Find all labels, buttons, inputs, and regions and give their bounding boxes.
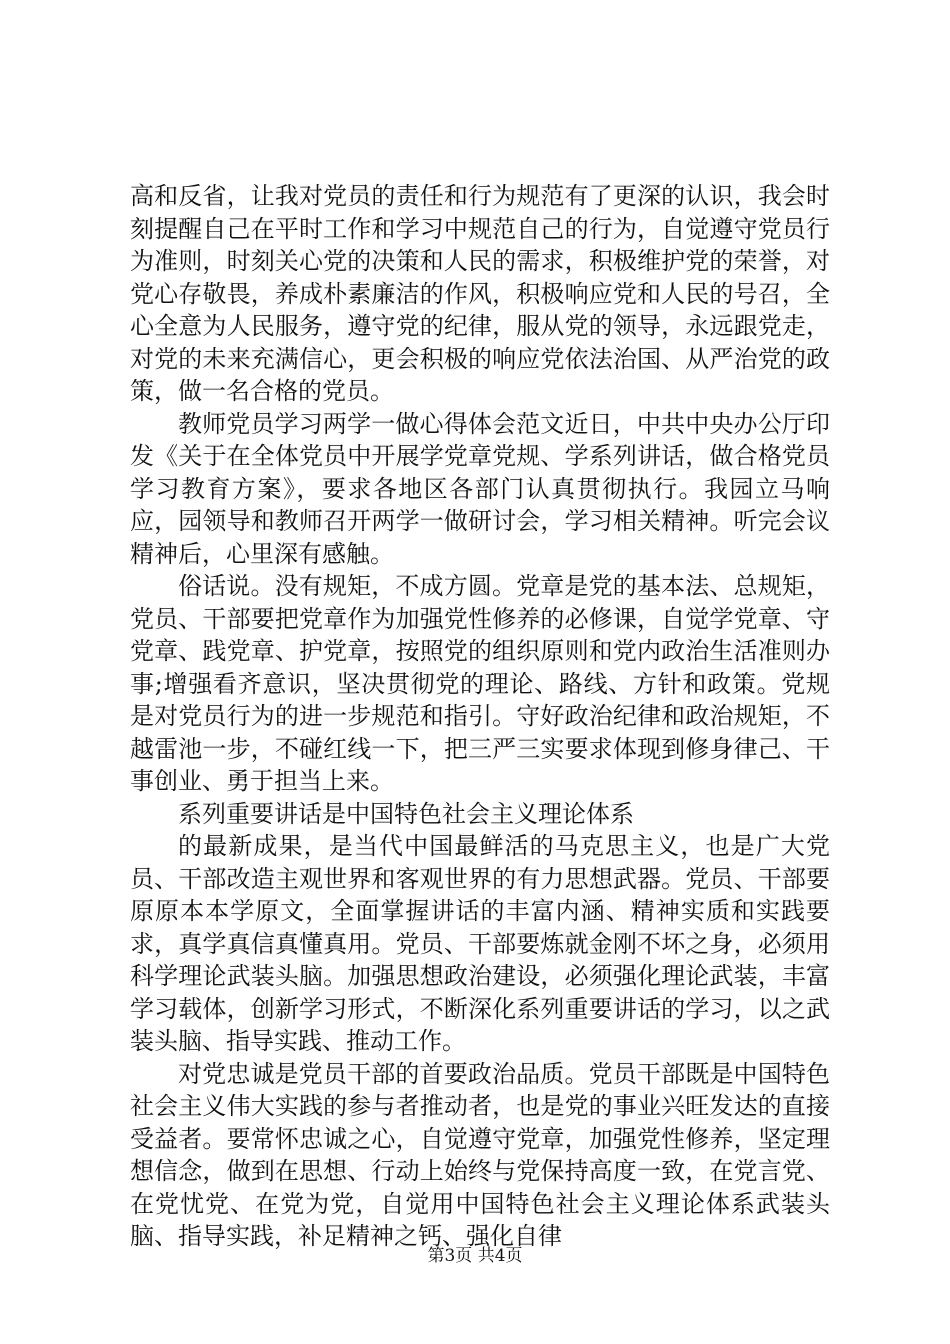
paragraph-speech-heading-line: 系列重要讲话是中国特色社会主义理论体系 [178,799,634,828]
paragraph-loyalty: 对党忠诚是党员干部的首要政治品质。党员干部既是中国特色社会主义伟大实践的参与者推动者，也是党的事业兴旺发达的直接受益者。要常怀忠诚之心，自觉遵守党章，加强党性修养，坚定理想信念，做到在思想、行动上始终与党保持高度一致，在党言党、在党忧党、在党为党，自觉用中国特色社会主义理论体系武装头脑、指导实践，补足精神之钙、强化自律 [130,1059,830,1250]
document-body [130,180,830,1253]
paragraph-party-rules: 俗话说。没有规矩，不成方圆。党章是党的基本法、总规矩，党员、干部要把党章作为加强党性修养的必修课，自觉学党章、守党章、践党章、护党章，按照党的组织原则和党内政治生活准则办事;增强看齐意识，坚决贯彻党的理论、路线、方针和政策。党规是对党员行为的进一步规范和指引。守好政治纪律和政治规矩，不越雷池一步，不碰红线一下，把三严三实要求体现到修身律己、干事创业、勇于担当上来。 [130,572,830,795]
paragraph-teacher-study: 教师党员学习两学一做心得体会范文近日，中共中央办公厅印发《关于在全体党员中开展学党章党规、学系列讲话，做合格党员学习教育方案》，要求各地区各部门认真贯彻执行。我园立马响应，园领导和教师召开两学一做研讨会，学习相关精神。听完会议精神后，心里深有感触。 [130,409,830,568]
page-number-footer: 第3页 共4页 [427,1246,523,1266]
paragraph-speech-body: 的最新成果，是当代中国最鲜活的马克思主义，也是广大党员、干部改造主观世界和客观世界的有力思想武器。党员、干部要原原本本学原文，全面掌握讲话的丰富内涵、精神实质和实践要求，真学真信真懂真用。党员、干部要炼就金刚不坏之身，必须用科学理论武装头脑。加强思想政治建设，必须强化理论武装，丰富学习载体，创新学习形式，不断深化系列重要讲话的学习，以之武装头脑、指导实践、推动工作。 [130,832,830,1055]
paragraph-continuation: 高和反省，让我对党员的责任和行为规范有了更深的认识，我会时刻提醒自己在平时工作和学习中规范自己的行为，自觉遵守党员行为准则，时刻关心党的决策和人民的需求，积极维护党的荣誉，对党心存敬畏，养成朴素廉洁的作风，积极响应党和人民的号召，全心全意为人民服务，遵守党的纪律，服从党的领导，永远跟党走，对党的未来充满信心，更会积极的响应党依法治国、从严治党的政策，做一名合格的党员。 [130,182,830,405]
